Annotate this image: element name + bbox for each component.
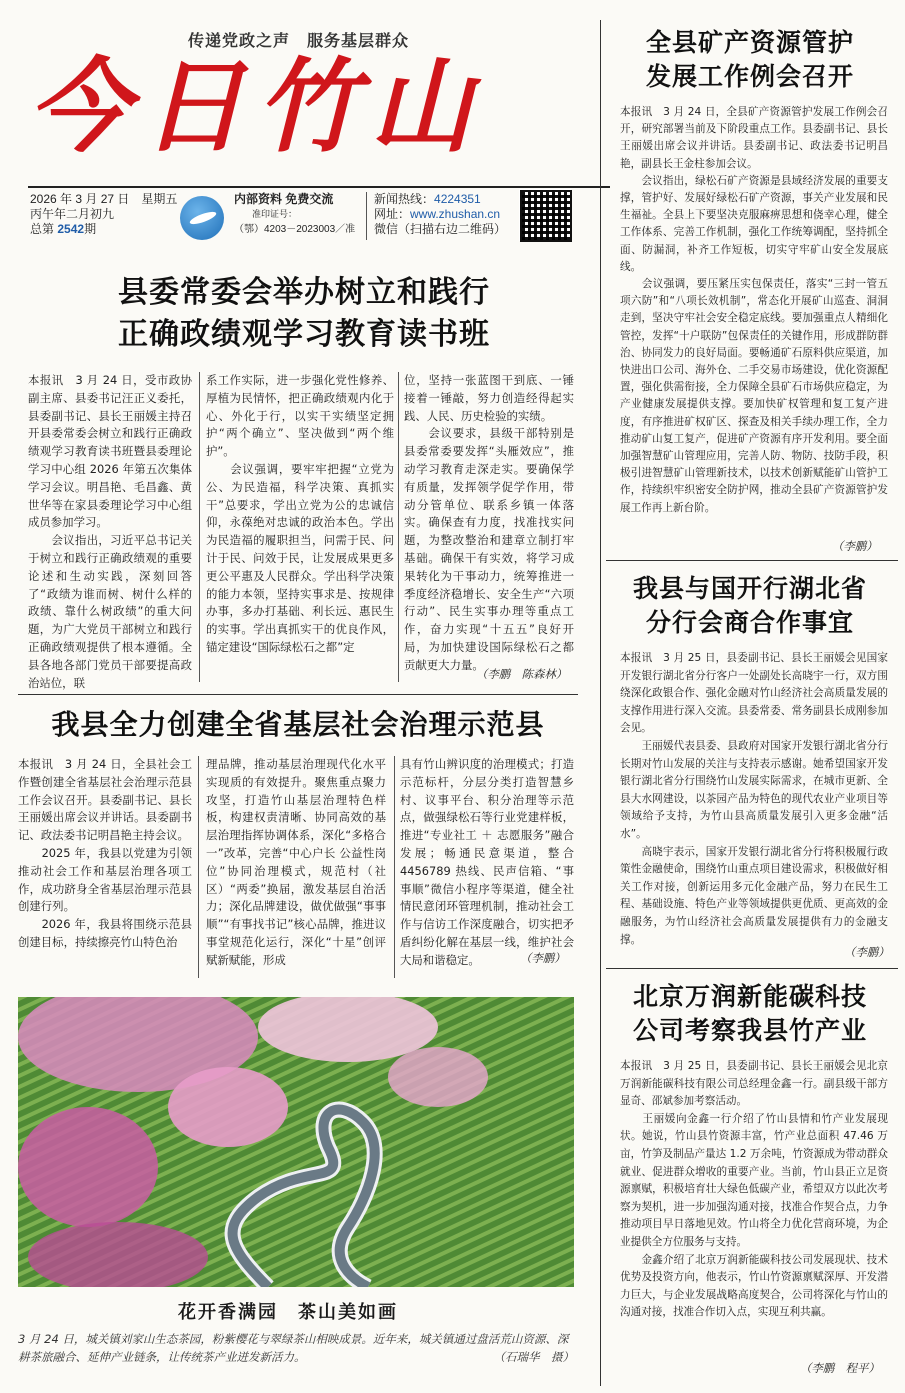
- article1-column1: 本报讯 3 月 24 日，受市政协副主席、县委书记汪正义委托，县委副书记、县长王丽媛主持召开县委常委会树立和践行正确政绩观学习教育读书班暨县委理论学习中心组 2026 年第五次集体学习会议。明昌艳、毛昌鑫、黄世华等在家县委理论学习中心组成员参加学习。 会议指出，习近平总书记关于树立和践行正确政绩观的重要论述和生动实践，深刻回答了“政绩为谁而树、树什么样的政绩、靠什么树政绩”的重大问题，为广大党员干部树立和践行正确政绩观提供了根本遵循。全县各地各部门党员干部要提高政治站位，联: [28, 373, 192, 690]
- article5-headline: [612, 980, 888, 1048]
- hotline-number: 4224351: [434, 192, 481, 206]
- article5-byline: （李鹏 程平）: [800, 1361, 880, 1375]
- column-divider: [198, 756, 199, 978]
- article4-headline: [612, 572, 888, 640]
- column-divider: [398, 372, 399, 682]
- article1-headline: [24, 272, 584, 356]
- internal-notice: 内部资料 免费交流: [234, 192, 334, 206]
- article4-title-line2: 分行会商合作事宜: [645, 608, 854, 637]
- permit-number: （鄂）4203－2023003／准: [234, 224, 356, 235]
- article1-column2: 系工作实际，进一步强化党性修养、厚植为民情怀，把正确政绩观内化于心、外化于行，以实干实绩坚定拥护“两个确立”、坚决做到“两个维护”。 会议强调，要牢牢把握“立党为公、为民造福，科学决策、真抓实干”总要求，学出立党为公的忠诚信仰，永葆绝对忠诚的政治本色。学出为民造福的履职担当，问需于民、问计于民、问效于民，让发展成果更多更公平惠及人民群众。学出科学决策的能力本领，坚持实事求是、按规律办事，多办打基础、利长远、惠民生的实事。学出真抓实干的优良作风，锚定建设“国际绿松石之都”定: [206, 373, 394, 654]
- masthead-slogan: 传递党政之声 服务基层群众: [188, 31, 410, 50]
- article4-body: 本报讯 3 月 25 日，县委副书记、县长王丽媛会见国家开发银行湖北省分行客户一处副处长高晓宇一行，双方围绕深化政银合作、强化金融对竹山经济社会高质量发展的支撑作用进行深入交流。县委常委、常务副县长成刚参加会见。 王丽媛代表县委、县政府对国家开发银行湖北省分行长期对竹山发展的关注与支持表示感谢。她希望国家开发银行湖北省分行围绕竹山发展实际需求，在城市更新、全县大水网建设，以茶园产品为特色的现代农业产业项目等领域给予支持，为竹山县高质量发展引入更多金融“活水”。 高晓宇表示，国家开发银行湖北省分行将积极履行政策性金融使命，围绕竹山重点项目建设需求，积极做好相关工作对接，创新运用多元化金融产品，努力在民生工程、基础设施、特色产业等领域提供更优质、更高效的金融服务，为竹山经济社会高质量发展提供有力的金融支撑。: [620, 652, 888, 946]
- qr-code-icon[interactable]: [520, 190, 572, 242]
- article2-column3: 具有竹山辨识度的治理模式；打造示范标杆，分层分类打造智慧乡村、议事平台、积分治理等示范点，做强绿松石等行业党建样板，推进“专业社工 ＋ 志愿服务”融合发展；畅通民意渠道，整合 4456789 热线、民声信箱、“事事顺”微信小程序等渠道，健全社情民意闭环管理机制，推动社会工作与信访工作深度融合，切实把矛盾纠纷化解在基层一线，维护社会大局和谐稳定。: [400, 757, 574, 966]
- contact-block: [374, 192, 519, 237]
- tea-garden-illustration: [18, 997, 574, 1287]
- photo-caption-text: 3 月 24 日，城关镇刘家山生态茶园，粉紫樱花与翠绿茶山相映成景。近年来，城关镇通过盘活荒山资源、深耕茶旅融合、延伸产业链条，让传统茶产业迸发新活力。: [18, 1332, 569, 1364]
- article5-body: 本报讯 3 月 25 日，县委副书记、县长王丽媛会见北京万润新能碳科技有限公司总经理金鑫一行。副县级干部方显奇、邵斌参加考察活动。 王丽媛向金鑫一行介绍了竹山县情和竹产业发展现状。她说，竹山县竹资源丰富，竹产业总面积 47.46 万亩，竹笋及制品产量达 1.2 万余吨，竹资源成为带动群众就业、促进群众增收的重要产业。当前，竹山县正立足资源禀赋，积极培育壮大绿色低碳产业，希望双方以此次考察为契机，进一步加强沟通对接，找准合作契合点，力争推动项目早日落地见效。竹山将全力优化营商环境，为企业提供全方位服务与支持。 金鑫介绍了北京万润新能碳科技公司发展现状、技术优势及投资方向，他表示，竹山竹资源禀赋深厚、开发潜力巨大，与企业发展战略高度契合，公司将深化与竹山的沟通对接，找准合作切入点，实现互利共赢。: [620, 1060, 888, 1319]
- article4-byline: （李鹏）: [844, 945, 890, 959]
- issue-number: 2542: [57, 222, 85, 236]
- photo-title: 花开香满园 茶山美如画: [178, 1302, 398, 1323]
- issue-date-block: [30, 192, 180, 237]
- article3-body: 本报讯 3 月 24 日，全县矿产资源管护发展工作例会召开，研究部署当前及下阶段重点工作。县委副书记、县长王丽媛出席会议并讲话。县委副书记、政法委书记明昌艳，副县长王金柱参加会议。 会议指出，绿松石矿产资源是县域经济发展的重要支撑，管护好、发展好绿松石矿产资源，事关产业发展和民生福祉。全县上下要坚决克服麻痹思想和侥幸心理，健全工作体系、完善工作机制，强化工作统筹调配，坚持抓全面、防漏洞，补齐工作短板，切实守牢矿山安全发展底线。 会议强调，要压紧压实包保责任，落实“三封一管五项六防”和“八项长效机制”，常态化开展矿山巡查、洞洞走到，坚决守牢社会安全稳定底线。要加强重点人精细化管控，发挥“十户联防”包保责任的关键作用，形成群防群治、协同发力的良好局面。要畅通矿石原料供应渠道，加快进出口公司、海外仓、二手交易市场建设，优化资源配置，强化供需衔接，全力保障全县矿石市场供应稳定，为产业健康发展提供支撑。要加快矿权管理和复工复产进度，有序推进矿权矿区、探查及相关手续办理工作，全力推动矿山复工复产，促进矿产资源有序开发利用。要全面加强智慧矿山管理应用，完善人防、物防、技防手段，积极引进智慧矿山管理新技术，以技术创新赋能矿山管护工作，持续织牢织密安全防护网，推动全县矿产资源管护发展工作再上新台阶。: [620, 106, 888, 514]
- photo-caption: [18, 1330, 574, 1366]
- info-divider: [366, 192, 367, 240]
- issue-suffix: 期: [84, 222, 97, 236]
- hotline-line: [374, 192, 519, 207]
- masthead-title: 今日竹山: [28, 47, 484, 167]
- website-label: 网址：: [374, 207, 411, 221]
- article3-title-line1: 全县矿产资源管护: [645, 28, 854, 57]
- article1-title-line2: 正确政绩观学习教育读书班: [118, 317, 490, 352]
- website-link[interactable]: www.zhushan.cn: [410, 207, 501, 221]
- website-line: [374, 207, 519, 222]
- article1-title-line1: 县委常委会举办树立和践行: [118, 275, 490, 310]
- permit-block: [234, 192, 384, 237]
- lunar-date: 丙午年二月初九: [30, 207, 115, 221]
- right-column-rule: [600, 20, 601, 1386]
- article1-byline: （李鹏 陈森林）: [476, 667, 568, 681]
- article5-title-line1: 北京万润新能碳科技: [632, 982, 867, 1011]
- article5-title-line2: 公司考察我县竹产业: [632, 1016, 867, 1045]
- tea-garden-photo: [18, 997, 574, 1287]
- article1-column3: 位，坚持一张蓝图干到底、一锤接着一锤敲，努力创造经得起实践、人民、历史检验的实绩。 会议要求，县级干部特别是县委常委要发挥“头雁效应”，推动学习教育走深走实。要确保学有质量，发挥领学促学作用，带动分管单位、联系乡镇一体落实。确保查有力度，找准找实问题，为整改整治和建章立制打牢基础。确保干有实效，将学习成果转化为干事动力，统筹推进一季度经济稳增长、安全生产“六项行动”、民生实事办理等重点工作，奋力实现“十五五”良好开局，为加快建设国际绿松石之都贡献更大力量。: [404, 373, 574, 672]
- permit-label: 准印证号：: [252, 209, 298, 219]
- article4-title-line1: 我县与国开行湖北省: [632, 574, 867, 603]
- article3-title-line2: 发展工作例会召开: [645, 62, 854, 91]
- section-divider: [606, 560, 898, 561]
- issue-number-line: [30, 222, 180, 237]
- column-divider: [394, 756, 395, 978]
- photo-credit: （石瑞华 摄）: [493, 1350, 574, 1364]
- section-divider: [606, 968, 898, 969]
- article2-headline: 我县全力创建全省基层社会治理示范县: [51, 708, 545, 741]
- article2-column2: 理品牌，推动基层治理现代化水平实现质的有效提升。聚焦重点聚力攻坚，打造竹山基层治理特色样板，构建权责清晰、协同高效的基层治理指挥协调体系，深化“多格合一”改革，完善“中心户长 公益性岗位”协同治理模式，规范村（社区）“两委”换届，激发基层自治活力；深化品牌建设，做优做强“事事顺”“有事找书记”核心品牌，推进议事堂规范化运行，深化“十星”创评赋新赋能，形成: [206, 757, 386, 967]
- article2-byline: （李鹏）: [520, 951, 566, 965]
- issue-date: 2026 年 3 月 27 日 星期五: [30, 192, 178, 206]
- issue-label: 总第: [30, 222, 55, 236]
- article3-headline: [612, 26, 888, 94]
- wechat-line: 微信（扫描右边二维码）: [374, 222, 507, 236]
- section-divider: [18, 694, 578, 695]
- article3-byline: （李鹏）: [832, 539, 878, 553]
- hotline-label: 新闻热线：: [374, 192, 435, 206]
- article2-column1: 本报讯 3 月 24 日，全县社会工作暨创建全省基层社会治理示范县工作会议召开。县委副书记、县长王丽媛出席会议并讲话。县委副书记、政法委书记明昌艳主持会议。 2025 年，我县以党建为引领推动社会工作和基层治理各项工作，成功跻身全省基层治理示范县创建行列。 2026 年，我县将围绕示范县创建目标，持续擦亮竹山特色治: [18, 757, 192, 949]
- column-divider: [199, 372, 200, 682]
